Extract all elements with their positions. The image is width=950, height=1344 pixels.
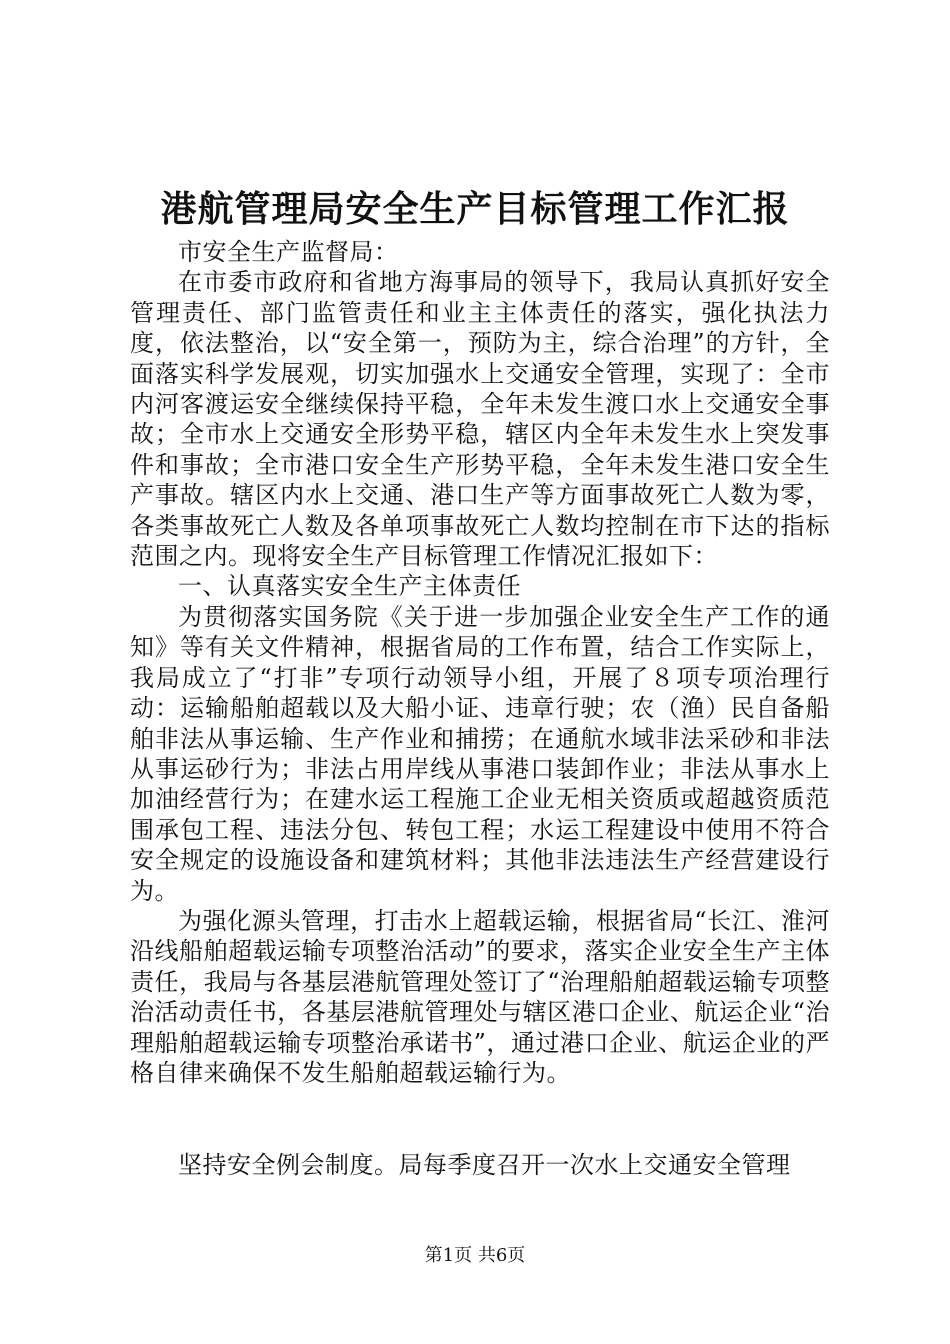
page-number: 第1页 共6页 xyxy=(424,1245,526,1266)
salutation: 市安全生产监督局： xyxy=(178,238,399,266)
paragraph-campaign: 为贯彻落实国务院《关于进一步加强企业安全生产工作的通知》等有关文件精神，根据省局的工作布置，结合工作实际上，我局成立了“打非”专项行动领导小组，开展了８项专项治理行动：运输船舶超载以及大船小证、违章行驶；农（渔）民自备船舶非法从事运输、生产作业和捕捞；在通航水域非法采砂和非法从事运砂行为；非法占用岸线从事港口装卸作业；非法从事水上加油经营行为；在建水运工程施工企业无相关资质或超越资质范围承包工程、违法分包、转包工程；水运工程建设中使用不符合安全规定的设施设备和建筑材料；其他非法违法生产经营建设行为。 xyxy=(130,602,830,905)
section-heading: 一、认真落实安全生产主体责任 xyxy=(178,572,521,601)
paragraph-safety-meeting: 坚持安全例会制度。局每季度召开一次水上交通安全管理 xyxy=(178,1151,791,1179)
paragraph-source-management: 为强化源头管理，打击水上超载运输，根据省局“长江、淮河沿线船舶超载运输专项整治活动”的要求，落实企业安全生产主体责任，我局与各基层港航管理处签订了“治理船舶超载运输专项整治活动责任书，各基层港航管理处与辖区港口企业、航运企业“治理船舶超载运输专项整治承诺书”，通过港口企业、航运企业的严格自律来确保不发生船舶超载运输行为。 xyxy=(130,906,830,1087)
document-body-continued xyxy=(130,1150,830,1180)
document-body xyxy=(130,237,830,1088)
paragraph-intro: 在市委市政府和省地方海事局的领导下，我局认真抓好安全管理责任、部门监管责任和业主主体责任的落实，强化执法力度，依法整治，以“安全第一，预防为主，综合治理”的方针，全面落实科学发展观，切实加强水上交通安全管理，实现了：全市内河客渡运安全继续保持平稳，全年未发生渡口水上交通安全事故；全市水上交通安全形势平稳，辖区内全年未发生水上突发事件和事故；全市港口安全生产形势平稳，全年未发生港口安全生产事故。辖区内水上交通、港口生产等方面事故死亡人数为零，各类事故死亡人数及各单项事故死亡人数均控制在市下达的指标范围之内。现将安全生产目标管理工作情况汇报如下： xyxy=(130,268,830,571)
document-title: 港航管理局安全生产目标管理工作汇报 xyxy=(160,188,790,230)
